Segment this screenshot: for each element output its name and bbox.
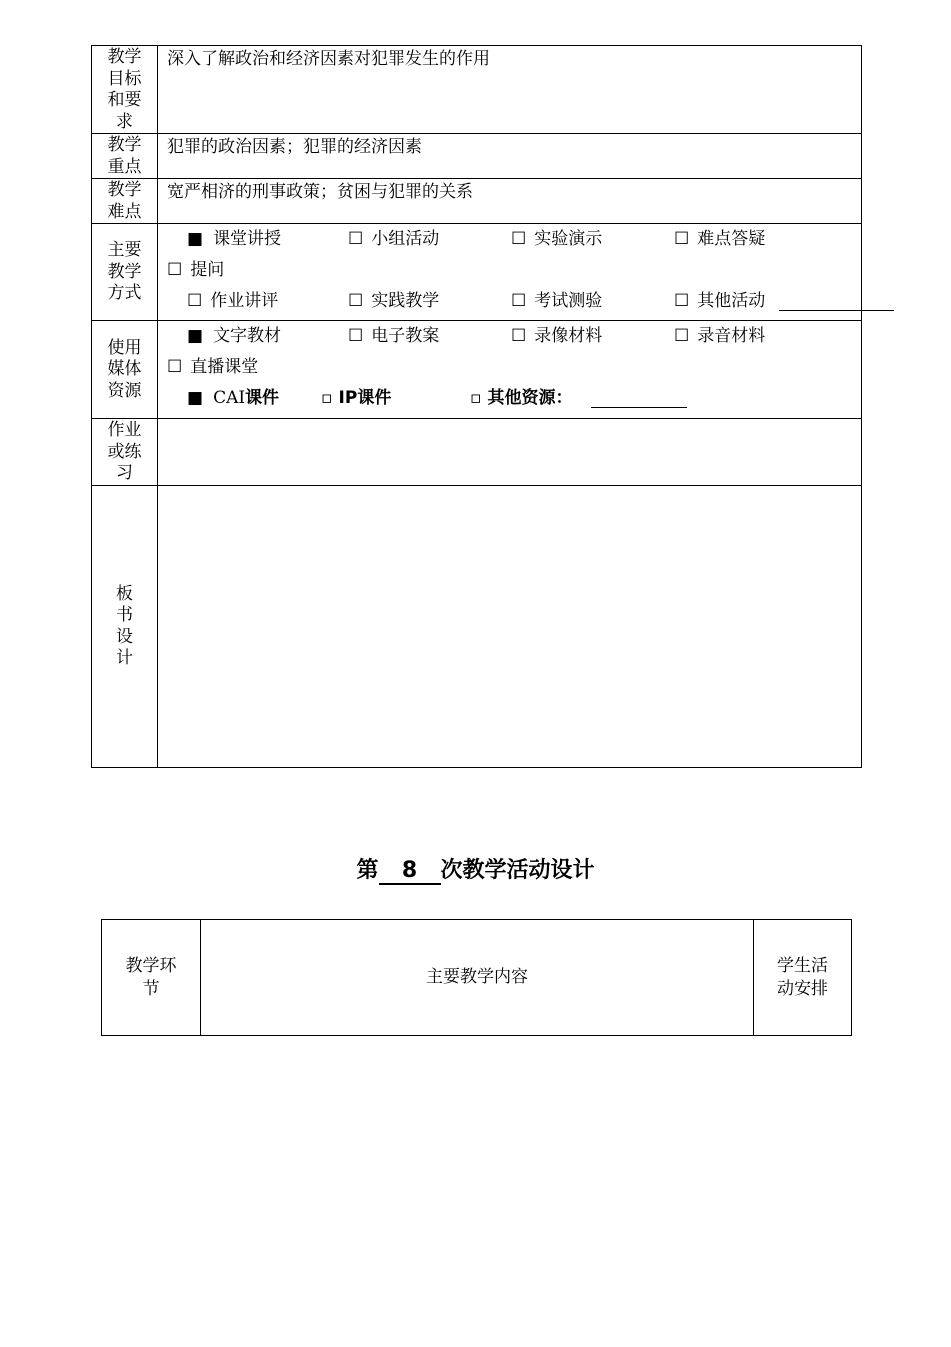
option-lecture[interactable]: ■ 课堂讲授 bbox=[187, 224, 281, 255]
methods-label: 主要 教学 方式 bbox=[92, 224, 158, 321]
key-points-label: 教学 重点 bbox=[92, 134, 158, 179]
board-design-label: 板 书 设 计 bbox=[92, 485, 158, 767]
activity-design-title: 第 8 次教学活动设计 bbox=[356, 858, 595, 883]
goals-content: 深入了解政治和经济因素对犯罪发生的作用 bbox=[158, 46, 862, 134]
option-live-classroom[interactable]: ☐ 直播课堂 bbox=[167, 352, 258, 383]
header-main-content: 主要教学内容 bbox=[201, 920, 754, 1036]
difficulties-label: 教学 难点 bbox=[92, 179, 158, 224]
goals-label: 教学 目标 和要 求 bbox=[92, 46, 158, 134]
option-questioning[interactable]: ☐ 提问 bbox=[167, 255, 224, 286]
option-e-lesson-plan[interactable]: ☐ 电子教案 bbox=[348, 321, 439, 352]
header-teaching-stage: 教学环 节 bbox=[102, 920, 201, 1036]
other-resources-blank[interactable] bbox=[591, 407, 687, 408]
option-group-activity[interactable]: ☐ 小组活动 bbox=[348, 224, 439, 255]
lesson-plan-table bbox=[91, 45, 862, 768]
key-points-content: 犯罪的政治因素；犯罪的经济因素 bbox=[158, 134, 862, 179]
header-student-activities: 学生活 动安排 bbox=[754, 920, 852, 1036]
board-design-content bbox=[158, 485, 862, 767]
homework-label: 作业 或练 习 bbox=[92, 419, 158, 486]
media-label: 使用 媒体 资源 bbox=[92, 321, 158, 419]
option-text-material[interactable]: ■ 文字教材 bbox=[187, 321, 281, 352]
option-practice-teaching[interactable]: ☐ 实践教学 bbox=[348, 286, 439, 317]
option-other-resources[interactable]: ▫ 其他资源： bbox=[470, 383, 573, 414]
option-cai-courseware[interactable]: ■ CAI课件 bbox=[187, 383, 279, 414]
option-ip-courseware[interactable]: ▫ IP课件 bbox=[321, 383, 391, 414]
difficulties-content: 宽严相济的刑事政策；贫困与犯罪的关系 bbox=[158, 179, 862, 224]
methods-options bbox=[158, 224, 862, 321]
option-other-activity[interactable]: ☐ 其他活动 bbox=[674, 286, 765, 317]
option-experiment-demo[interactable]: ☐ 实验演示 bbox=[511, 224, 602, 255]
session-number: 8 bbox=[379, 859, 441, 885]
option-qa-difficulties[interactable]: ☐ 难点答疑 bbox=[674, 224, 765, 255]
option-exam-test[interactable]: ☐ 考试测验 bbox=[511, 286, 602, 317]
other-activity-blank[interactable] bbox=[779, 310, 894, 311]
option-audio-material[interactable]: ☐ 录音材料 bbox=[674, 321, 765, 352]
option-homework-review[interactable]: ☐ 作业讲评 bbox=[187, 286, 278, 317]
homework-content bbox=[158, 419, 862, 486]
option-video-material[interactable]: ☐ 录像材料 bbox=[511, 321, 602, 352]
activity-design-table bbox=[101, 919, 852, 1036]
media-options bbox=[158, 321, 862, 419]
